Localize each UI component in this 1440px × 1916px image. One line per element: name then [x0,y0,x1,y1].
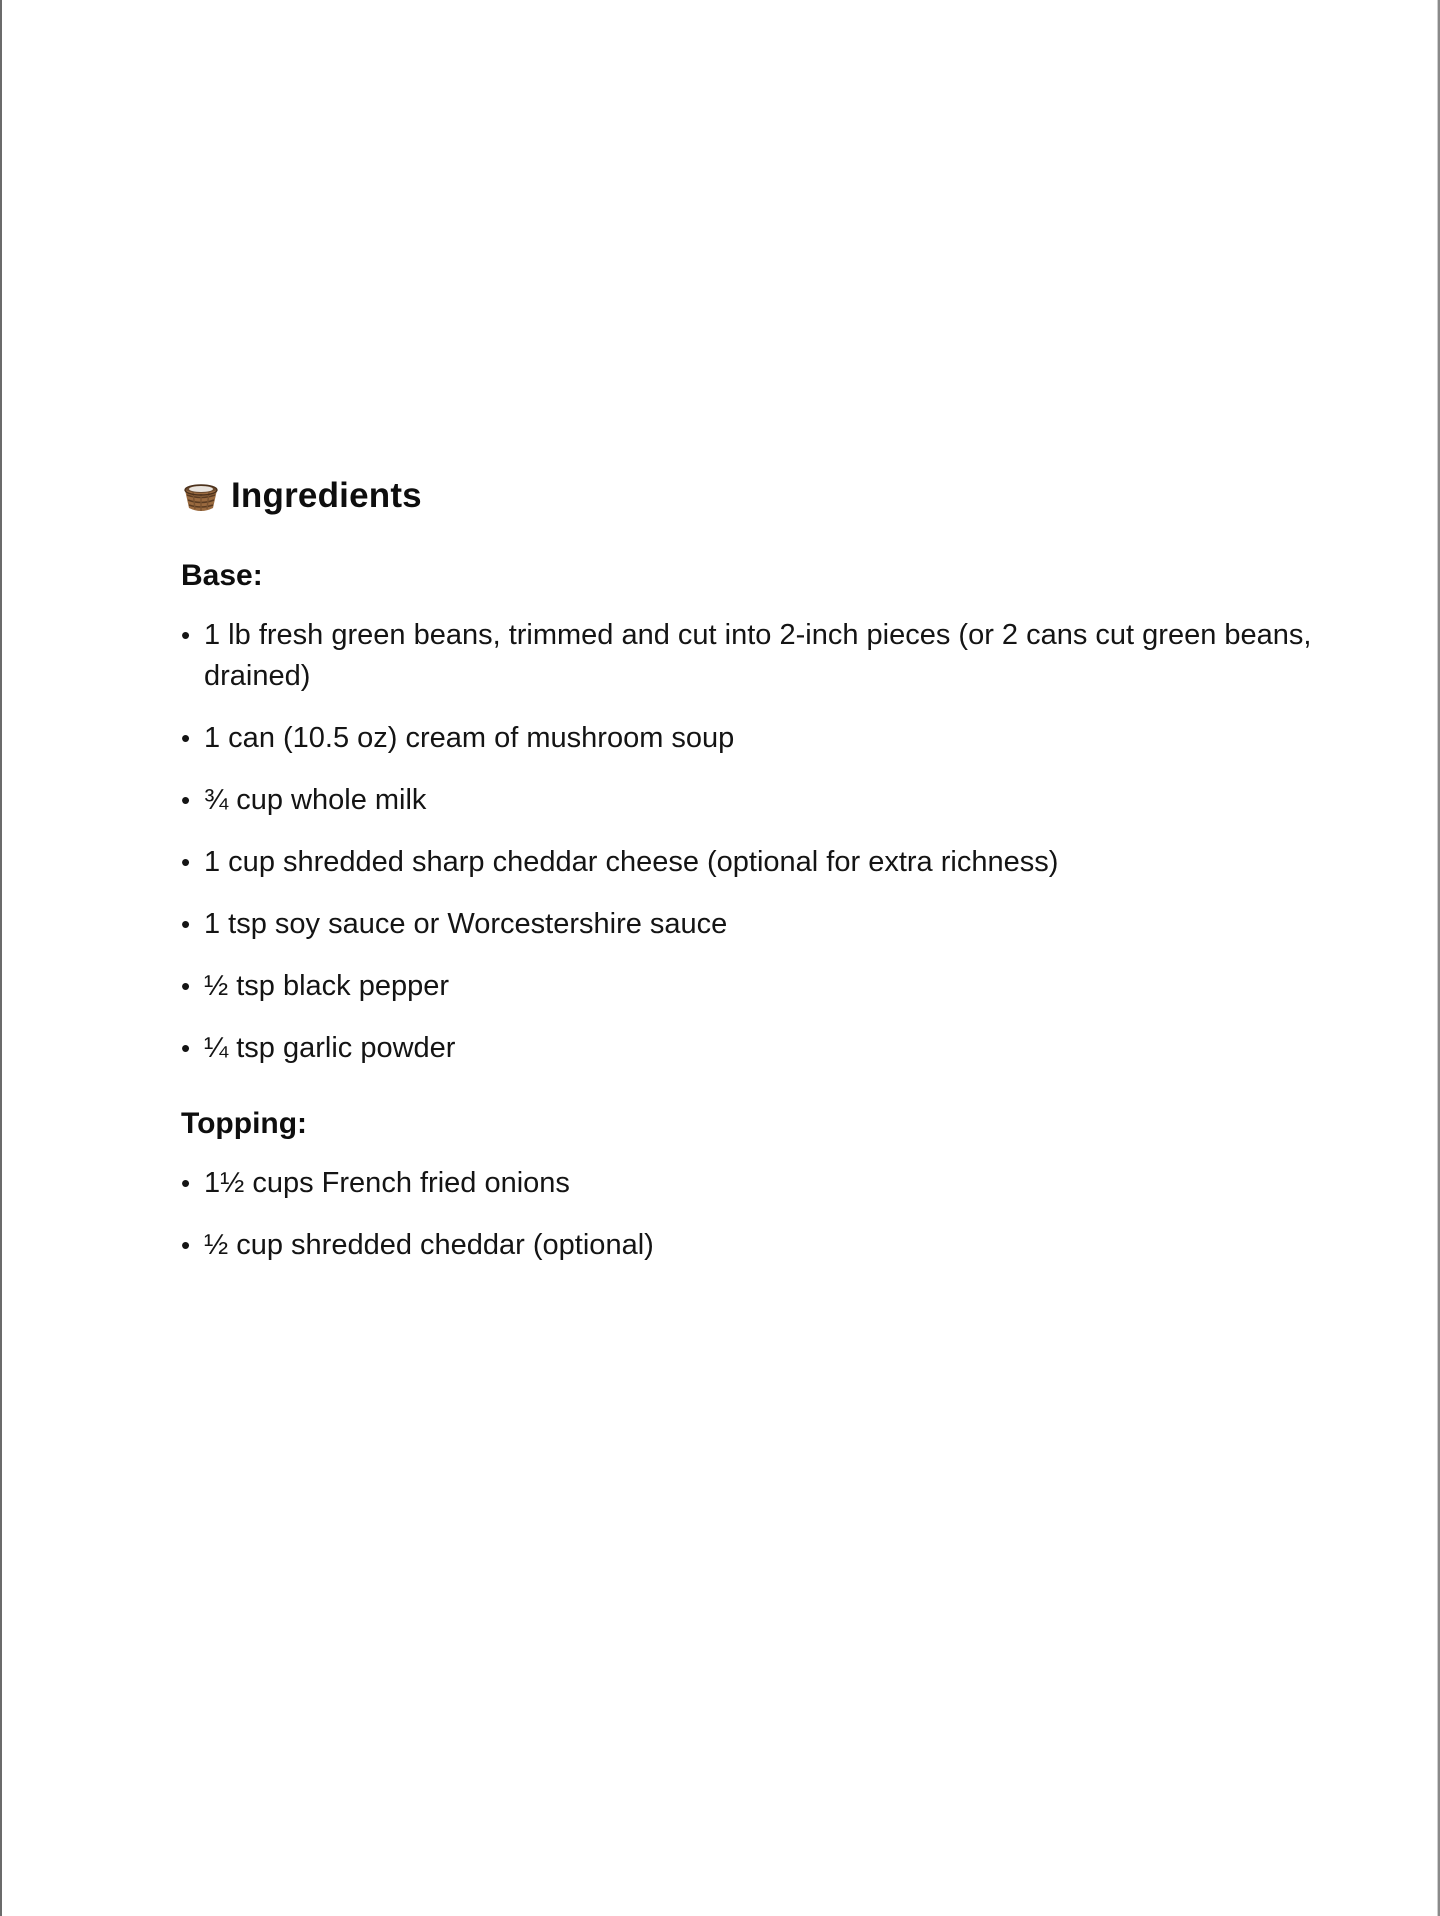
list-item [181,966,1321,1007]
bullet: • [181,971,191,1001]
ingredient-text: ½ cup shredded cheddar (optional) [204,1229,654,1261]
list-item [181,1163,1321,1204]
ingredient-text: 1 cup shredded sharp cheddar cheese (optional for extra richness) [204,846,1059,878]
list-item [181,780,1321,821]
ingredient-text: ¼ tsp garlic powder [204,1032,456,1064]
bullet: • [181,1033,191,1063]
recipe-content [181,466,1321,1266]
list-item [181,718,1321,759]
base-label: Base: [181,559,263,592]
ingredient-text: 1 can (10.5 oz) cream of mushroom soup [204,722,735,754]
base-ingredient-list [181,615,1321,1069]
ingredient-text: 1 lb fresh green beans, trimmed and cut into 2-inch pieces (or 2 cans cut green beans, drained) [204,619,1312,692]
list-item [181,615,1321,697]
ingredient-text: ¾ cup whole milk [204,784,427,816]
ingredients-title: Ingredients [231,476,422,515]
basket-icon [181,476,221,516]
base-section [181,559,1321,1069]
bullet: • [181,723,191,753]
bullet: • [181,620,191,650]
list-item [181,904,1321,945]
bullet: • [181,847,191,877]
ingredients-heading [181,466,1321,526]
ingredient-text: 1 tsp soy sauce or Worcestershire sauce [204,908,728,940]
list-item [181,1225,1321,1266]
bullet: • [181,785,191,815]
topping-label: Topping: [181,1107,308,1140]
ingredient-text: 1½ cups French fried onions [204,1167,570,1199]
list-item [181,842,1321,883]
topping-section [181,1107,1321,1266]
bullet: • [181,1230,191,1260]
list-item [181,1028,1321,1069]
topping-ingredient-list [181,1163,1321,1266]
bullet: • [181,1168,191,1198]
bullet: • [181,909,191,939]
ingredient-text: ½ tsp black pepper [204,970,450,1002]
